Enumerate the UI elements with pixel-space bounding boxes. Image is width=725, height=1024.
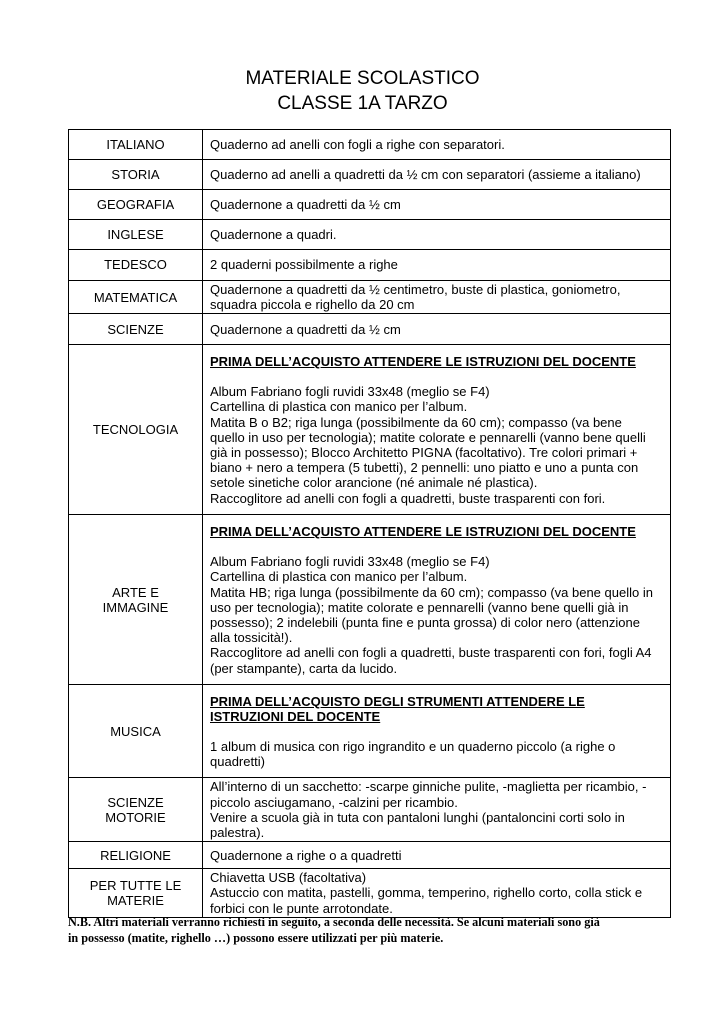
material-line: Astuccio con matita, pastelli, gomma, temperino, righello corto, colla stick e [210, 885, 643, 901]
subject-label: MUSICA [110, 723, 161, 739]
warning-note: PRIMA DELL’ACQUISTO ATTENDERE LE ISTRUZIONI DEL DOCENTE [210, 523, 636, 539]
material-line: già in possesso); Blocco Architetto PIGNA (facoltativo). Tre colori primari + [210, 445, 638, 460]
subject-cell [69, 281, 203, 314]
material-line: quadretti) [210, 754, 265, 770]
subject-label: TECNOLOGIA [92, 422, 179, 438]
materials-cell [203, 842, 671, 869]
material-line: 1 album di musica con rigo ingrandito e un quaderno piccolo (a righe o [210, 738, 616, 754]
material-line: (per stampante), carta da lucido. [210, 660, 398, 676]
subject-label: PER TUTTE LE [89, 877, 182, 893]
subject-cell [69, 250, 203, 281]
subject-cell [69, 685, 203, 778]
subject-cell [69, 130, 203, 160]
table-row [69, 220, 671, 250]
subject-label: MOTORIE [105, 809, 166, 825]
subject-cell [69, 515, 203, 685]
materials-cell [203, 220, 671, 250]
subject-label: INGLESE [107, 226, 164, 242]
subject-cell [69, 778, 203, 842]
title-line-1: MATERIALE SCOLASTICO [245, 68, 480, 89]
spacer [210, 724, 664, 739]
table-row [69, 190, 671, 220]
material-line: Cartellina di plastica con manico per l’album. [210, 399, 468, 415]
subject-label: RELIGIONE [100, 847, 171, 863]
material-line: uso per tecnologia); matite colorate e pennarelli (vanno bene quelli già in [210, 599, 629, 615]
material-line: All’interno di un sacchetto: -scarpe ginniche pulite, -maglietta per ricambio, - [210, 779, 647, 795]
material-line: quello in uso per tecnologia); matite colorate e pennarelli (vanno bene quelli [210, 429, 646, 445]
materials-cell [203, 515, 671, 685]
subject-label: MATEMATICA [93, 289, 178, 305]
subject-cell [69, 842, 203, 869]
table-row [69, 314, 671, 345]
subject-label: SCIENZE [107, 321, 164, 337]
materials-cell [203, 250, 671, 281]
table-row [69, 281, 671, 314]
material-line: Quadernone a quadretti da ½ centimetro, buste di plastica, goniometro, [210, 282, 621, 297]
subject-label: IMMAGINE [102, 599, 169, 615]
table-row [69, 160, 671, 190]
warning-note: ISTRUZIONI DEL DOCENTE [210, 708, 381, 724]
table-row [69, 778, 671, 842]
materials-cell [203, 314, 671, 345]
table-row [69, 130, 671, 160]
table-row [69, 685, 671, 778]
materials-cell [203, 281, 671, 314]
subject-cell [69, 160, 203, 190]
table-row [69, 250, 671, 281]
subject-cell [69, 314, 203, 345]
table-row [69, 869, 671, 918]
material-line: Quadernone a quadretti da ½ cm [210, 196, 401, 212]
footnote [68, 914, 671, 946]
materials-cell [203, 130, 671, 160]
subject-cell [69, 345, 203, 515]
spacer [210, 539, 664, 554]
material-line: Album Fabriano fogli ruvidi 33x48 (meglio se F4) [210, 384, 490, 400]
warning-note: PRIMA DELL’ACQUISTO DEGLI STRUMENTI ATTENDERE LE [210, 693, 585, 709]
table-row [69, 842, 671, 869]
materials-table [68, 129, 671, 918]
footnote-line-1: N.B. Altri materiali verranno richiesti in seguito, a seconda delle necessità. Se alcuni materiali sono già [68, 915, 600, 929]
material-line: forbici con le punte arrotondate. [210, 900, 393, 916]
material-line: setole sinetiche color arancione (né animale né plastica). [210, 475, 538, 491]
materials-cell [203, 778, 671, 842]
material-line: Quaderno ad anelli a quadretti da ½ cm con separatori (assieme a italiano) [210, 166, 641, 182]
materials-cell [203, 685, 671, 778]
material-line: Quadernone a righe o a quadretti [210, 847, 402, 863]
materials-cell [203, 160, 671, 190]
page-title [0, 66, 725, 116]
warning-note: PRIMA DELL’ACQUISTO ATTENDERE LE ISTRUZIONI DEL DOCENTE [210, 353, 636, 369]
title-line-2: CLASSE 1A TARZO [277, 93, 448, 114]
material-line: possesso); 2 indelebili (punta fine e punta grossa) di color nero (attenzione [210, 615, 640, 630]
material-line: Quadernone a quadretti da ½ cm [210, 321, 401, 337]
subject-label: GEOGRAFIA [96, 196, 175, 212]
material-line: Chiavetta USB (facoltativa) [210, 870, 367, 886]
material-line: Raccoglitore ad anelli con fogli a quadretti, buste trasparenti con fori. [210, 490, 606, 506]
spacer [210, 369, 664, 384]
subject-label: ITALIANO [106, 136, 165, 152]
subject-label: MATERIE [107, 893, 164, 909]
material-line: squadra piccola e righello da 20 cm [210, 297, 415, 313]
material-line: Quadernone a quadri. [210, 226, 337, 242]
material-line: Venire a scuola già in tuta con pantaloni lunghi (pantaloncini corti solo in [210, 809, 625, 825]
subject-label: STORIA [111, 166, 160, 182]
material-line: alla tossicità!). [210, 630, 293, 646]
subject-label: TEDESCO [104, 257, 167, 273]
materials-cell [203, 190, 671, 220]
table-row [69, 515, 671, 685]
material-line: Cartellina di plastica con manico per l’album. [210, 569, 468, 585]
footnote-line-2: in possesso (matite, righello …) possono essere utilizzati per più materie. [68, 931, 444, 945]
material-line: palestra). [210, 825, 265, 841]
material-line: Quaderno ad anelli con fogli a righe con separatori. [210, 136, 505, 152]
table-row [69, 345, 671, 515]
material-line: 2 quaderni possibilmente a righe [210, 257, 398, 273]
material-line: Album Fabriano fogli ruvidi 33x48 (meglio se F4) [210, 554, 490, 570]
material-line: piccolo asciugamano, -calzini per ricambio. [210, 794, 458, 810]
materials-cell [203, 345, 671, 515]
subject-label: SCIENZE [107, 794, 164, 810]
material-line: biano + nero a tempera (5 tubetti), 2 pennelli: uno piatto e uno a punta con [210, 460, 639, 476]
material-line: Matita HB; riga lunga (possibilmente da 60 cm); compasso (va bene quello in [210, 584, 653, 600]
materials-cell [203, 869, 671, 918]
subject-cell [69, 220, 203, 250]
material-line: Raccoglitore ad anelli con fogli a quadretti, buste trasparenti con fori, fogli A4 [210, 645, 652, 661]
material-line: Matita B o B2; riga lunga (possibilmente da 60 cm); compasso (va bene [210, 414, 622, 430]
subject-cell [69, 190, 203, 220]
subject-label: ARTE E [112, 584, 159, 600]
subject-cell [69, 869, 203, 918]
